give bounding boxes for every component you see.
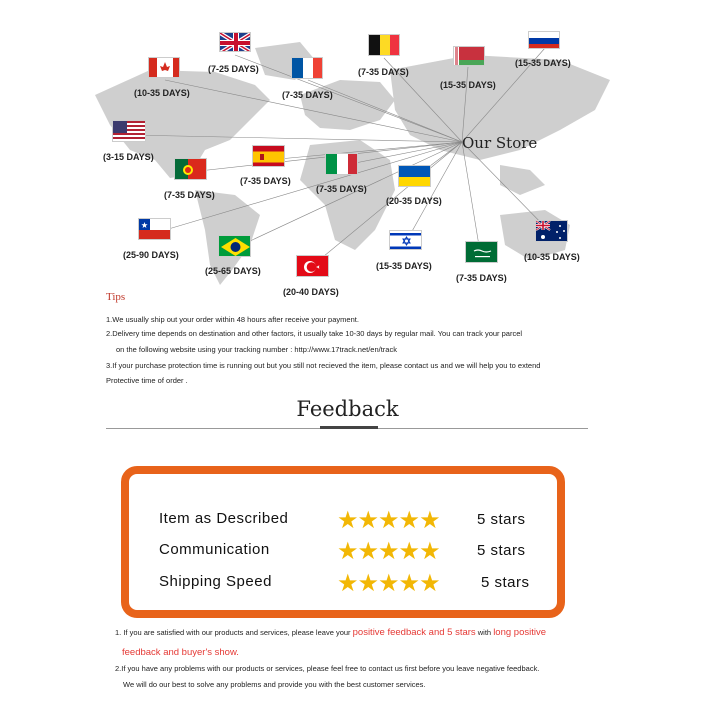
australia-days: (10-35 DAYS) xyxy=(524,252,580,262)
tip-line-2: 2.Delivery time depends on destination and other factors, it usually take 10-30 days by regular mail. You can track your parcel xyxy=(106,329,523,338)
usa-flag-icon xyxy=(112,120,146,142)
france-flag-icon xyxy=(291,57,323,79)
feedback-divider-accent xyxy=(320,426,378,429)
rating-row xyxy=(129,507,557,533)
belarus-flag-icon xyxy=(453,46,485,66)
rating-value: 5 stars xyxy=(477,511,526,528)
rating-label: Communication xyxy=(159,541,270,558)
france-days: (7-35 DAYS) xyxy=(282,90,333,100)
israel-flag-icon xyxy=(389,230,422,250)
canada-days: (10-35 DAYS) xyxy=(134,88,190,98)
star-rating-icon: ★★★★★ xyxy=(337,570,440,597)
note-text: with xyxy=(475,628,494,637)
russia-days: (15-35 DAYS) xyxy=(515,58,571,68)
canada-flag-icon xyxy=(148,57,180,78)
tip-line-5: Protective time of order . xyxy=(106,376,188,385)
belgium-days: (7-35 DAYS) xyxy=(358,67,409,77)
belgium-flag-icon xyxy=(368,34,400,56)
saudi-arabia-days: (7-35 DAYS) xyxy=(456,273,507,283)
world-map-graphic xyxy=(0,0,715,290)
rating-row xyxy=(129,538,557,564)
rating-label: Shipping Speed xyxy=(159,573,272,590)
feedback-note-1 xyxy=(115,627,546,638)
brazil-days: (25-65 DAYS) xyxy=(205,266,261,276)
chile-flag-icon xyxy=(138,218,171,240)
turkey-flag-icon xyxy=(296,255,329,277)
brazil-flag-icon xyxy=(218,235,251,257)
feedback-note-1-cont: feedback and buyer's show. xyxy=(122,647,239,658)
australia-flag-icon xyxy=(535,220,568,242)
feedback-note-3: We will do our best to solve any problems and provide you with the best customer services. xyxy=(123,680,426,689)
usa-days: (3-15 DAYS) xyxy=(103,152,154,162)
tips-title: Tips xyxy=(106,291,126,303)
tip-line-1: 1.We usually ship out your order within 48 hours after receive your payment. xyxy=(106,315,359,324)
note-text: 1. If you are satisfied with our products and services, please leave your xyxy=(115,628,353,637)
ukraine-flag-icon xyxy=(398,165,431,187)
spain-days: (7-35 DAYS) xyxy=(240,176,291,186)
rating-card xyxy=(121,466,565,618)
russia-flag-icon xyxy=(528,31,560,49)
rating-value: 5 stars xyxy=(481,574,530,591)
uk-flag-icon xyxy=(219,32,251,52)
turkey-days: (20-40 DAYS) xyxy=(283,287,339,297)
tip-line-3: on the following website using your tracking number : http://www.17track.net/en/track xyxy=(116,345,397,354)
rating-value: 5 stars xyxy=(477,542,526,559)
saudi-arabia-flag-icon xyxy=(465,241,498,263)
store-label: Our Store xyxy=(462,134,538,152)
portugal-days: (7-35 DAYS) xyxy=(164,190,215,200)
israel-days: (15-35 DAYS) xyxy=(376,261,432,271)
uk-days: (7-25 DAYS) xyxy=(208,64,259,74)
note-highlight: long positive xyxy=(493,627,546,638)
feedback-note-2: 2.If you have any problems with our products or services, please feel free to contact us first before you leave negative feedback. xyxy=(115,664,540,673)
italy-flag-icon xyxy=(325,153,358,175)
chile-days: (25-90 DAYS) xyxy=(123,250,179,260)
star-rating-icon: ★★★★★ xyxy=(337,538,440,565)
spain-flag-icon xyxy=(252,145,285,167)
ukraine-days: (20-35 DAYS) xyxy=(386,196,442,206)
belarus-days: (15-35 DAYS) xyxy=(440,80,496,90)
portugal-flag-icon xyxy=(174,158,207,180)
tip-line-4: 3.If your purchase protection time is running out but you still not recieved the item, please contact us and we will help you to extend xyxy=(106,361,541,370)
feedback-title: Feedback xyxy=(296,397,399,421)
note-highlight: positive feedback and 5 stars xyxy=(352,627,476,638)
rating-row xyxy=(129,570,557,596)
rating-label: Item as Described xyxy=(159,510,289,527)
star-rating-icon: ★★★★★ xyxy=(337,507,440,534)
italy-days: (7-35 DAYS) xyxy=(316,184,367,194)
